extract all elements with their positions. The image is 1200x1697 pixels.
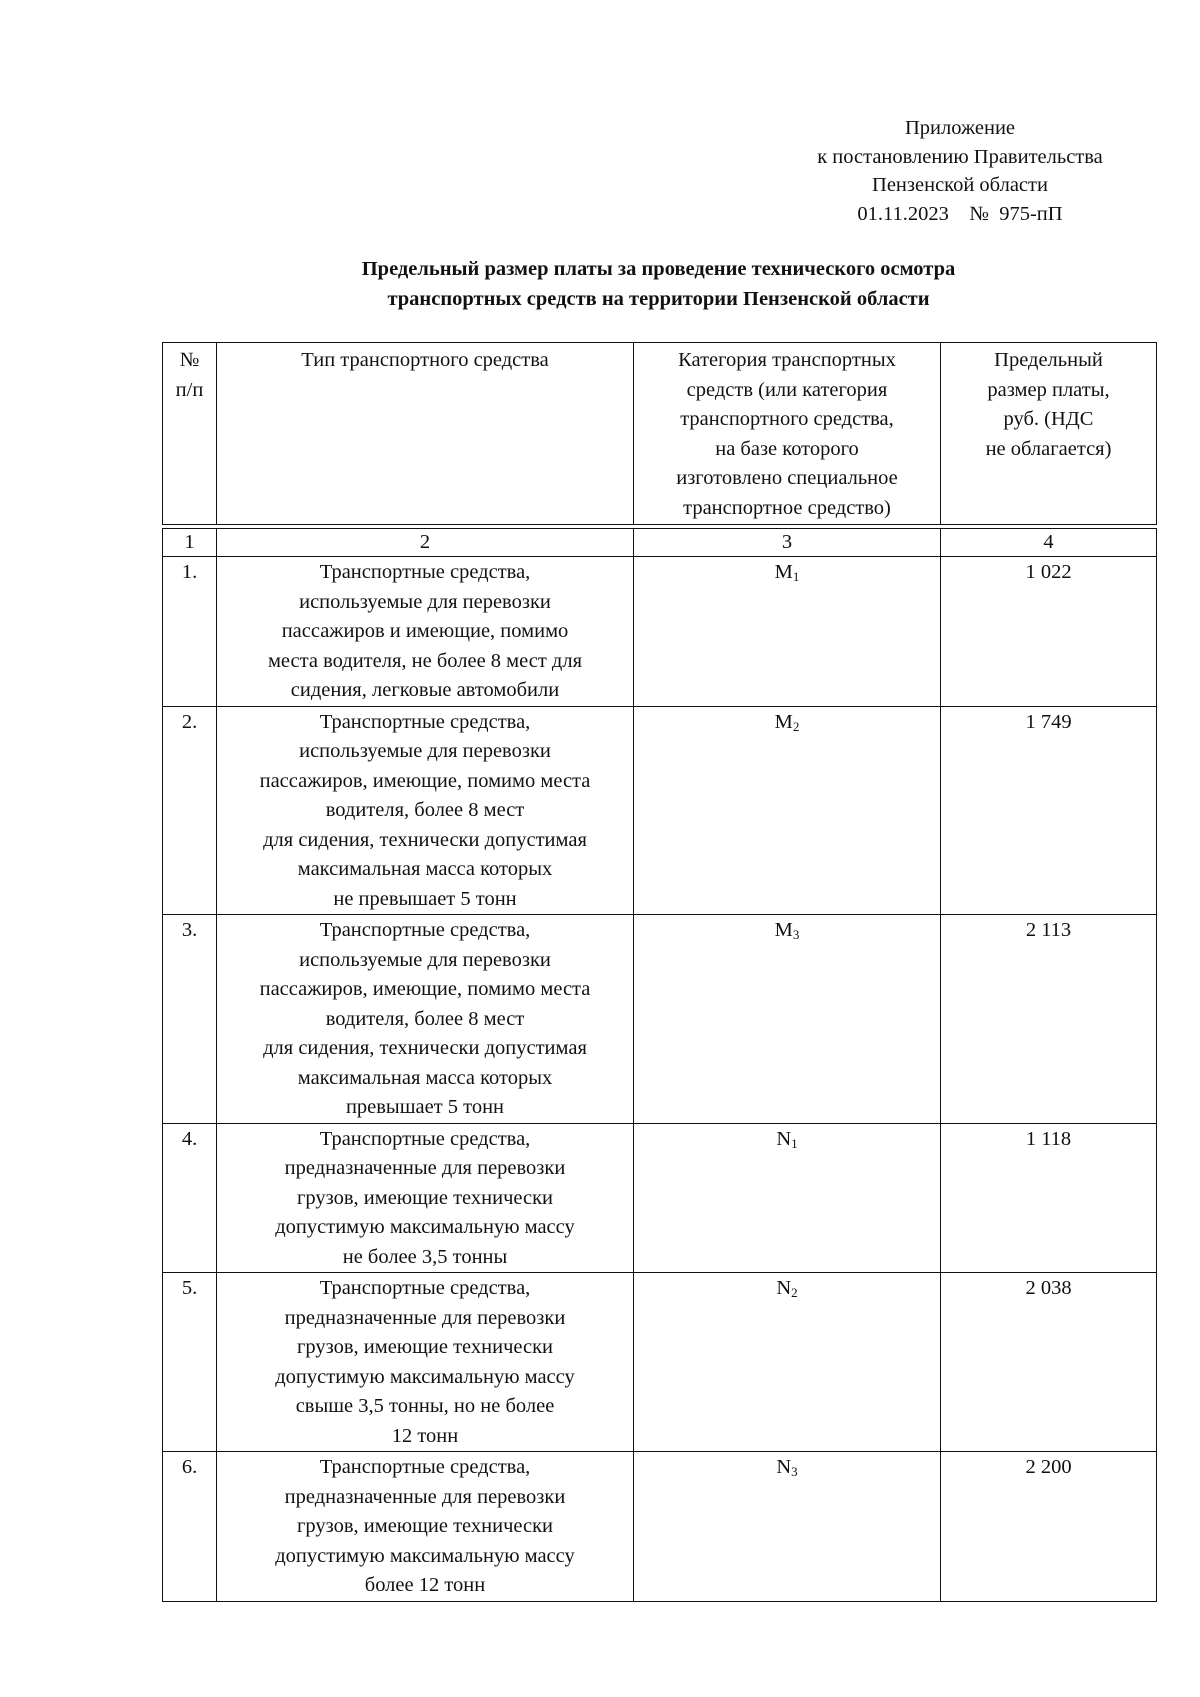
vehicle-type-line: сидения, легковые автомобили [290, 679, 560, 701]
table-row [163, 915, 1157, 1124]
header-cell-number [163, 343, 217, 525]
header-text: руб. (НДС [1003, 408, 1094, 430]
category-subscript: 3 [791, 1464, 798, 1479]
vehicle-type-cell [217, 557, 634, 707]
category-letter: N [776, 1456, 792, 1478]
header-text: транспортное средство) [683, 496, 891, 519]
vehicle-type-line: Транспортные средства, [319, 1277, 531, 1299]
row-number-cell: 3. [163, 915, 217, 1124]
approval-block [760, 114, 1160, 228]
vehicle-type-line: 12 тонн [391, 1424, 459, 1447]
category-cell [634, 1273, 941, 1452]
table-row [163, 706, 1157, 915]
vehicle-type-line: используемые для перевозки [299, 740, 551, 762]
vehicle-type-line: максимальная масса которых [297, 858, 553, 880]
vehicle-type-line: Транспортные средства, [319, 919, 531, 941]
vehicle-type-line: свыше 3,5 тонны, но не более [295, 1395, 555, 1417]
vehicle-type-line: более 12 тонн [364, 1574, 486, 1596]
category-letter: N [776, 1127, 792, 1150]
table-row [163, 557, 1157, 707]
vehicle-type-line: предназначенные для перевозки [284, 1306, 566, 1329]
vehicle-type-line: допустимую максимальную массу [275, 1544, 575, 1567]
vehicle-type-line: предназначенные для перевозки [284, 1157, 566, 1179]
price-cell: 2 038 [941, 1273, 1157, 1452]
column-number: 1 [163, 529, 217, 557]
header-text: транспортного средства, [680, 408, 894, 430]
header-text: Предельный [994, 349, 1103, 371]
vehicle-type-line: Транспортные средства, [319, 710, 531, 733]
row-number-cell: 1. [163, 557, 217, 707]
price-cell: 2 113 [941, 915, 1157, 1124]
fee-table-header [162, 342, 1157, 525]
vehicle-type-line: используемые для перевозки [299, 590, 551, 613]
vehicle-type-line: места водителя, не более 8 мест для [267, 649, 583, 672]
vehicle-type-cell [217, 1452, 634, 1602]
header-cell-category [634, 343, 941, 525]
header-text: не облагается) [985, 437, 1112, 460]
vehicle-type-line: пассажиров, имеющие, помимо места [259, 978, 591, 1000]
vehicle-type-line: грузов, имеющие технически [296, 1515, 554, 1537]
category-subscript: 1 [792, 569, 800, 584]
vehicle-type-line: грузов, имеющие технически [296, 1336, 554, 1358]
vehicle-type-line: пассажиров, имеющие, помимо места [259, 769, 591, 792]
price-cell: 1 022 [941, 557, 1157, 707]
table-row [163, 1273, 1157, 1452]
column-number: 4 [941, 529, 1157, 557]
header-text: Категория транспортных [678, 349, 896, 371]
row-number-cell: 2. [163, 706, 217, 915]
title-line: Предельный размер платы за проведение технического осмотра [361, 258, 956, 280]
category-letter: M [774, 561, 793, 583]
title-line: транспортных средств на территории Пензенской области [387, 288, 930, 310]
vehicle-type-line: для сидения, технически допустимая [263, 1037, 587, 1059]
header-cell-type [217, 343, 634, 525]
category-subscript: 3 [792, 927, 800, 942]
vehicle-type-line: максимальная масса которых [297, 1066, 553, 1089]
vehicle-type-cell [217, 706, 634, 915]
row-number-cell: 6. [163, 1452, 217, 1602]
document-title [162, 254, 1155, 314]
vehicle-type-line: допустимую максимальную массу [275, 1216, 575, 1238]
vehicle-type-line: превышает 5 тонн [345, 1096, 505, 1118]
vehicle-type-cell [217, 915, 634, 1124]
table-row [163, 1123, 1157, 1273]
vehicle-type-line: Транспортные средства, [319, 1456, 531, 1478]
category-letter: M [774, 919, 793, 941]
column-number-row [163, 529, 1157, 557]
category-cell [634, 915, 941, 1124]
price-cell: 2 200 [941, 1452, 1157, 1602]
vehicle-type-cell [217, 1123, 634, 1273]
header-text: Тип транспортного средства [301, 349, 549, 371]
vehicle-type-line: не более 3,5 тонны [342, 1245, 508, 1268]
header-text: п/п [175, 378, 204, 401]
approval-line: Приложение [904, 117, 1016, 139]
category-cell [634, 706, 941, 915]
approval-date-number: 01.11.2023 № 975-пП [857, 202, 1063, 225]
header-text: средств (или категория [686, 378, 888, 401]
vehicle-type-cell [217, 1273, 634, 1452]
header-text: на базе которого [715, 437, 859, 460]
category-subscript: 1 [791, 1135, 798, 1151]
vehicle-type-line: предназначенные для перевозки [284, 1485, 566, 1508]
header-text: размер платы, [987, 378, 1110, 401]
row-number-cell: 5. [163, 1273, 217, 1452]
vehicle-type-line: грузов, имеющие технически [296, 1186, 554, 1209]
vehicle-type-line: используемые для перевозки [299, 948, 551, 971]
category-cell [634, 1123, 941, 1273]
vehicle-type-line: пассажиров и имеющие, помимо [281, 620, 569, 642]
header-text: № [179, 349, 200, 371]
category-cell [634, 1452, 941, 1602]
table-row [163, 1452, 1157, 1602]
column-number: 2 [217, 529, 634, 557]
category-subscript: 2 [791, 1285, 798, 1300]
price-cell: 1 118 [941, 1123, 1157, 1273]
header-row [163, 343, 1157, 525]
price-cell: 1 749 [941, 706, 1157, 915]
vehicle-type-line: водителя, более 8 мест [325, 1007, 525, 1030]
row-number-cell: 4. [163, 1123, 217, 1273]
approval-line: Пензенской области [872, 174, 1048, 196]
header-cell-price [941, 343, 1157, 525]
vehicle-type-line: Транспортные средства, [319, 1127, 531, 1150]
fee-table [162, 528, 1157, 1602]
vehicle-type-line: для сидения, технически допустимая [263, 828, 587, 851]
category-subscript: 2 [792, 718, 800, 734]
vehicle-type-line: водителя, более 8 мест [325, 799, 525, 821]
approval-line: к постановлению Правительства [817, 145, 1103, 168]
category-letter: M [774, 710, 793, 733]
column-number: 3 [634, 529, 941, 557]
vehicle-type-line: Транспортные средства, [319, 561, 531, 583]
header-text: изготовлено специальное [676, 467, 898, 489]
category-letter: N [776, 1277, 792, 1299]
vehicle-type-line: допустимую максимальную массу [275, 1365, 575, 1388]
vehicle-type-line: не превышает 5 тонн [333, 887, 517, 910]
category-cell [634, 557, 941, 707]
